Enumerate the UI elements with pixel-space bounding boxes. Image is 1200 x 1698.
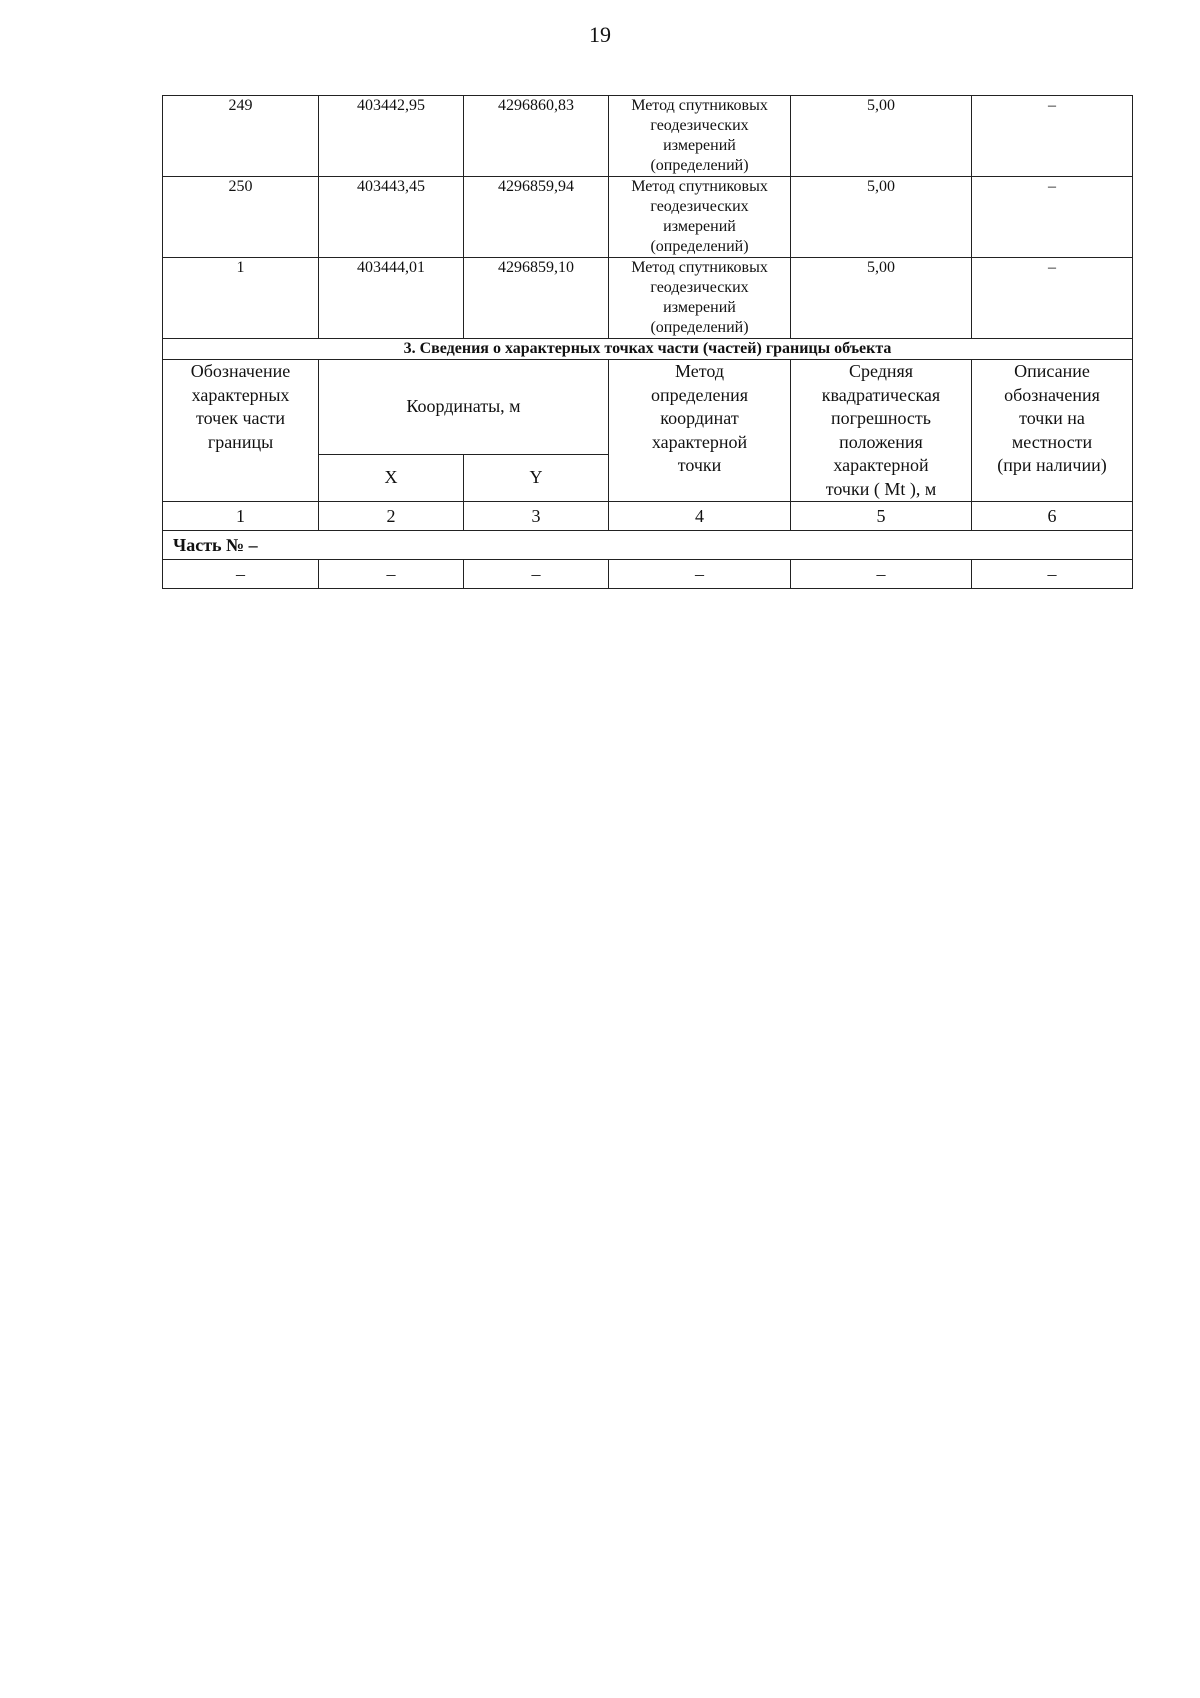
description: – <box>972 258 1133 339</box>
header-mean-error: Средняя квадратическая погрешность положения характерной точки ( Mt ), м <box>791 360 972 502</box>
description: – <box>972 177 1133 258</box>
part-row <box>163 531 1133 560</box>
method: Метод спутниковых геодезических измерений (определений) <box>609 258 791 339</box>
section-title-row <box>163 339 1133 360</box>
header-row <box>163 360 1133 455</box>
coordinates-table <box>162 95 1133 589</box>
method: Метод спутниковых геодезических измерений (определений) <box>609 96 791 177</box>
point-id: 250 <box>163 177 319 258</box>
column-number: 3 <box>464 502 609 531</box>
header-description: Описание обозначения точки на местности (при наличии) <box>972 360 1133 502</box>
mt-value: 5,00 <box>791 177 972 258</box>
column-number: 6 <box>972 502 1133 531</box>
method: Метод спутниковых геодезических измерений (определений) <box>609 177 791 258</box>
point-id: 249 <box>163 96 319 177</box>
column-number: 5 <box>791 502 972 531</box>
header-y: Y <box>464 455 609 502</box>
section-title: 3. Сведения о характерных точках части (частей) границы объекта <box>163 339 1133 360</box>
header-coordinates: Координаты, м <box>319 360 609 455</box>
table-row <box>163 258 1133 339</box>
mt-value: 5,00 <box>791 96 972 177</box>
part-label: Часть № – <box>163 531 1133 560</box>
table-row <box>163 96 1133 177</box>
coord-x: 403443,45 <box>319 177 464 258</box>
point-id: 1 <box>163 258 319 339</box>
empty-cell: – <box>319 560 464 589</box>
table-row <box>163 177 1133 258</box>
mt-value: 5,00 <box>791 258 972 339</box>
empty-cell: – <box>163 560 319 589</box>
description: – <box>972 96 1133 177</box>
header-point-designation: Обозначение характерных точек части границы <box>163 360 319 502</box>
column-numbers-row <box>163 502 1133 531</box>
coord-x: 403442,95 <box>319 96 464 177</box>
page-number: 19 <box>589 22 611 47</box>
column-number: 2 <box>319 502 464 531</box>
column-number: 1 <box>163 502 319 531</box>
empty-cell: – <box>972 560 1133 589</box>
coord-y: 4296859,94 <box>464 177 609 258</box>
column-number: 4 <box>609 502 791 531</box>
header-method: Метод определения координат характерной точки <box>609 360 791 502</box>
coord-x: 403444,01 <box>319 258 464 339</box>
coord-y: 4296859,10 <box>464 258 609 339</box>
header-x: X <box>319 455 464 502</box>
empty-cell: – <box>464 560 609 589</box>
table-row <box>163 560 1133 589</box>
empty-cell: – <box>791 560 972 589</box>
empty-cell: – <box>609 560 791 589</box>
coord-y: 4296860,83 <box>464 96 609 177</box>
